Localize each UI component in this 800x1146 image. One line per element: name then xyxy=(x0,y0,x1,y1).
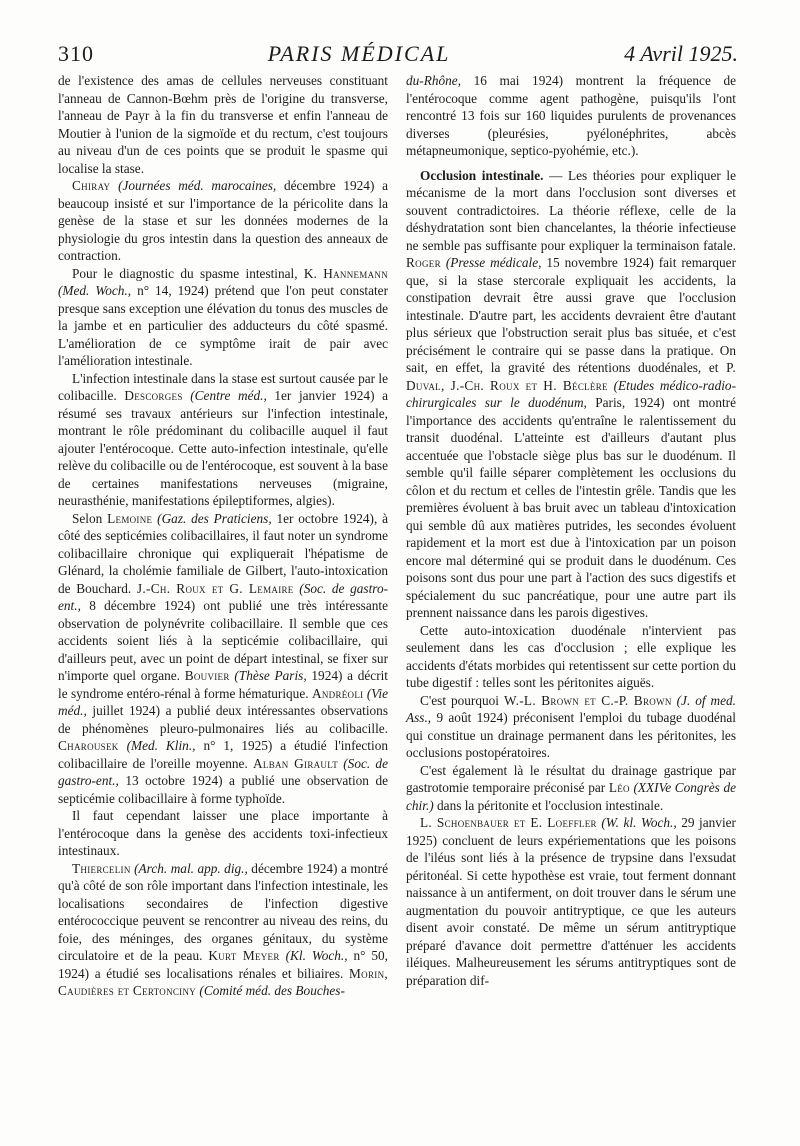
paragraph: L'infection intestinale dans la stase est surtout causée par le colibacille. Descorges (Centre méd., 1er janvier 1924) a résumé ses travaux antérieurs sur l'infection intestinale, montrant le rôle prédominant du colibacille auquel il faut ajouter l'entérocoque. Cette auto-infection intestinale, qu'elle relève du colibacille ou de l'entérocoque, est souvent à la base de certaines manifestations nerveuses (migraine, neurasthénie, manifestations épileptiformes, algies). xyxy=(58,370,389,508)
section-paragraph: Occlusion intestinale. — Les théories pour expliquer le mécanisme de la mort dans l'occlusion sont diverses et souvent contradictoires. La théorie réflexe, celle de la déshydratation sont bien chancelantes, la théorie infectieuse ne semble pas suffisante pour expliquer la terminaison fatale. Roger (Presse médicale, 15 novembre 1924) fait remarquer que, si la stase stercorale expliquait les accidents, la constipation devrait être aussi grave que l'occlusion intestinale. D'autre part, les accidents devraient être d'autant plus sérieux que l'obstruction serait plus bas située, et c'est précisément le contraire qui se passe dans la pratique. On sait, en effet, la gravité des rétentions duodénales, et P. Duval, J.-Ch. Roux et H. Béclère (Etudes médico-radio-chirurgicales sur le duodénum, Paris, 1924) ont montré l'importance des accidents qu'entraîne le ralentissement du transit duodénal. L'atteinte est d'ailleurs d'autant plus accentuée que l'obstacle siège plus bas sur le duodénum. Il semble qu'il faille séparer complètement les occlusions du côlon et du rectum et celles de l'intestin grêle. Tandis que les premières évoluent à bas bruit avec un tableau d'intoxication qui semble dû aux matières putrides, les secondes évoluent rapidement et la mort est due à l'intoxication par un poison encore mal déterminé qui se produit dans le duodénum. Ces poisons sont dus pour une part à l'action des sucs digestifs et spécialement du suc pancréatique, pour une autre part ils prennent naissance dans les parois digestives. xyxy=(406,167,737,620)
paragraph: C'est également là le résultat du drainage gastrique par gastrotomie temporaire préconisé par Léo (XXIVe Congrès de chir.) dans la péritonite et l'occlusion intestinale. xyxy=(406,762,737,813)
author-name: Andréoli xyxy=(311,685,364,701)
author-name: Bouvier xyxy=(184,668,230,683)
paragraph: Selon Lemoine (Gaz. des Praticiens, 1er octobre 1924), à côté des septicémies colibacillaires, il faut noter un syndrome colibacillaire chronique qui expliquerait l'hépatisme de Glénard, la cholémie familiale de Gilbert, l'auto-intoxication de Bouchard. J.-Ch. Roux et G. Lemaire (Soc. de gastro-ent., 8 décembre 1924) ont publié une très intéressante observation de polynévrite colibacillaire. Il semble que ces accidents soient liés à la septicémie colibacillaire, qui d'ailleurs peut, avec un point de départ intestinal, se fixer sur n'importe quel organe. Bouvier (Thèse Paris, 1924) a décrit le syndrome entéro-rénal à forme hématurique. Andréoli (Vie méd., juillet 1924) a publié deux intéressantes observations de phénomènes pleuro-pulmonaires liés au colibacille. Charousek (Med. Klin., n° 1, 1925) a étudié l'infection colibacillaire de l'oreille moyenne. Alban Girault (Soc. de gastro-ent., 13 octobre 1924) a publié une observation de septicémie colibacillaire à forme typhoïde. xyxy=(58,510,389,806)
citation: (XXIVe Congrès de chir.) xyxy=(406,780,737,813)
paragraph: Thiercelin (Arch. mal. app. dig., décembre 1924) a montré qu'à côté de son rôle important dans l'infection intestinale, les localisations secondaires de l'infection digestive entérococcique peuvent se rencontrer au niveau des reins, du foie, des méninges, des organes génitaux, du système circulatoire et de la peau. Kurt Meyer (Kl. Woch., n° 50, 1924) a étudié ses localisations rénales et biliaires. Morin, Caudières et Certonciny (Comité méd. des Bouches- xyxy=(58,860,388,998)
page-header xyxy=(58,40,738,70)
citation: (Gaz. des Praticiens, xyxy=(157,510,272,526)
paragraph: Chiray (Journées méd. marocaines, décembre 1924) a beaucoup insisté et sur l'importance de la péricolite dans la genèse de la stase et sur les données modernes de la physiologie du gros intestin dans la question des anneaux de contraction. xyxy=(58,178,388,263)
citation: (W. kl. Woch., xyxy=(601,815,677,830)
citation: du-Rhône, xyxy=(406,73,462,88)
author-name: J.-Ch. Roux et G. Lemaire xyxy=(136,580,294,596)
author-name: Chiray xyxy=(72,178,111,193)
paragraph: L. Schoenbauer et E. Loeffler (W. kl. Woch., 29 janvier 1925) concluent de leurs expériementations que les poisons de l'iléus sont liés à la présence de trypsine dans l'exsudat péritonéal. Si cette hypothèse est vraie, tout ferment donnant naissance à un antiferment, on doit trouver dans le sérum une augmentation du pouvoir antitryptique, ce que les auteurs disent avoir constaté. De même un sérum antitryptique préparé d'avance doit permettre d'atténuer les accidents iléiques. Malheureusement les sérums antitryptiques sont de préparation dif- xyxy=(406,815,736,988)
citation: (J. of med. Ass., xyxy=(406,692,736,725)
paragraph: C'est pourquoi W.-L. Brown et C.-P. Brown (J. of med. Ass., 9 août 1924) préconisent l'emploi du tubage duodénal qui constitue un drainage permanent dans les péritonites, les occlusions postopératoires. xyxy=(406,692,736,760)
paragraph: Pour le diagnostic du spasme intestinal, K. Hannemann (Med. Woch., n° 14, 1924) prétend que l'on peut constater presque sans exception une élévation du tonus des muscles de la jambe et en particulier des adducteurs du côté spasmé. L'amélioration de ce symptôme irait de pair avec l'amélioration intestinale. xyxy=(58,265,388,368)
paragraph: de l'existence des amas de cellules nerveuses constituant l'anneau de Cannon-Bœhm près de l'origine du transverse, l'anneau de Payr à la fin du transverse et enfin l'anneau de Moutier à l'union de la sigmoïde et du rectum, c'est toujours au niveau d'un de ces points que se produit le spasme qui localise la stase. xyxy=(58,73,388,176)
paragraph: Cette auto-intoxication duodénale n'intervient pas seulement dans les cas d'occlusion ; elle explique les accidents d'états morbides qui retentissent sur cette portion du tube digestif : telles sont les péritonites aiguës. xyxy=(406,622,736,690)
citation: (Journées méd. marocaines, xyxy=(118,178,277,193)
citation: (Centre méd., xyxy=(190,388,267,403)
author-name: W.-L. Brown et C.-P. Brown xyxy=(503,692,672,708)
author-name: L. Schoenbauer et E. Loeffler xyxy=(420,815,597,830)
author-name: Kurt Meyer xyxy=(208,948,280,963)
paragraph: du-Rhône, 16 mai 1924) montrent la fréquence de l'entérocoque comme agent pathogène, puisqu'ils l'ont rencontré 13 fois sur 160 liquides purulents de provenances diverses (pleurésies, pyélonéphrites, abcès métapneumonique, septico-pyohémie, etc.). xyxy=(406,73,736,158)
citation: (Thèse Paris, xyxy=(234,668,307,683)
author-name: Léo xyxy=(608,780,630,795)
citation: (Comité méd. des Bouches- xyxy=(199,983,345,998)
author-name: Morin, Caudières et Certonciny xyxy=(58,965,388,998)
author-name: Hannemann xyxy=(323,265,388,281)
section-heading: Occlusion intestinale. xyxy=(420,167,544,183)
citation: (Kl. Woch., xyxy=(285,948,348,963)
author-name: P. Duval, J.-Ch. Roux et H. Béclère xyxy=(406,360,736,393)
author-name: Lemoine xyxy=(107,510,153,526)
citation: (Med. Klin., xyxy=(126,738,196,753)
left-column xyxy=(58,72,388,1000)
page-number: 310 xyxy=(58,41,94,66)
author-name: Descorges xyxy=(124,388,183,403)
author-name: Charousek xyxy=(58,738,119,753)
citation: (Med. Woch., xyxy=(58,283,132,298)
author-name: Alban Girault xyxy=(253,755,339,771)
citation: (Etudes médico-radio-chirurgicales sur le duodénum, xyxy=(406,377,737,410)
journal-title: PARIS MÉDICAL xyxy=(267,41,451,66)
citation: (Vie méd., xyxy=(58,685,388,718)
right-column xyxy=(406,72,736,989)
citation: (Presse médicale, xyxy=(445,255,542,270)
author-name: Roger xyxy=(406,255,441,270)
citation: (Soc. de gastro-ent., xyxy=(58,755,388,788)
author-name: Thiercelin xyxy=(72,860,131,876)
issue-date: 4 Avril 1925. xyxy=(624,41,738,66)
citation: (Arch. mal. app. dig., xyxy=(134,860,248,876)
paragraph: Il faut cependant laisser une place importante à l'entérocoque dans la genèse des accidents toxi-infectieux intestinaux. xyxy=(58,808,388,858)
citation: (Soc. de gastro-ent., xyxy=(58,580,389,613)
